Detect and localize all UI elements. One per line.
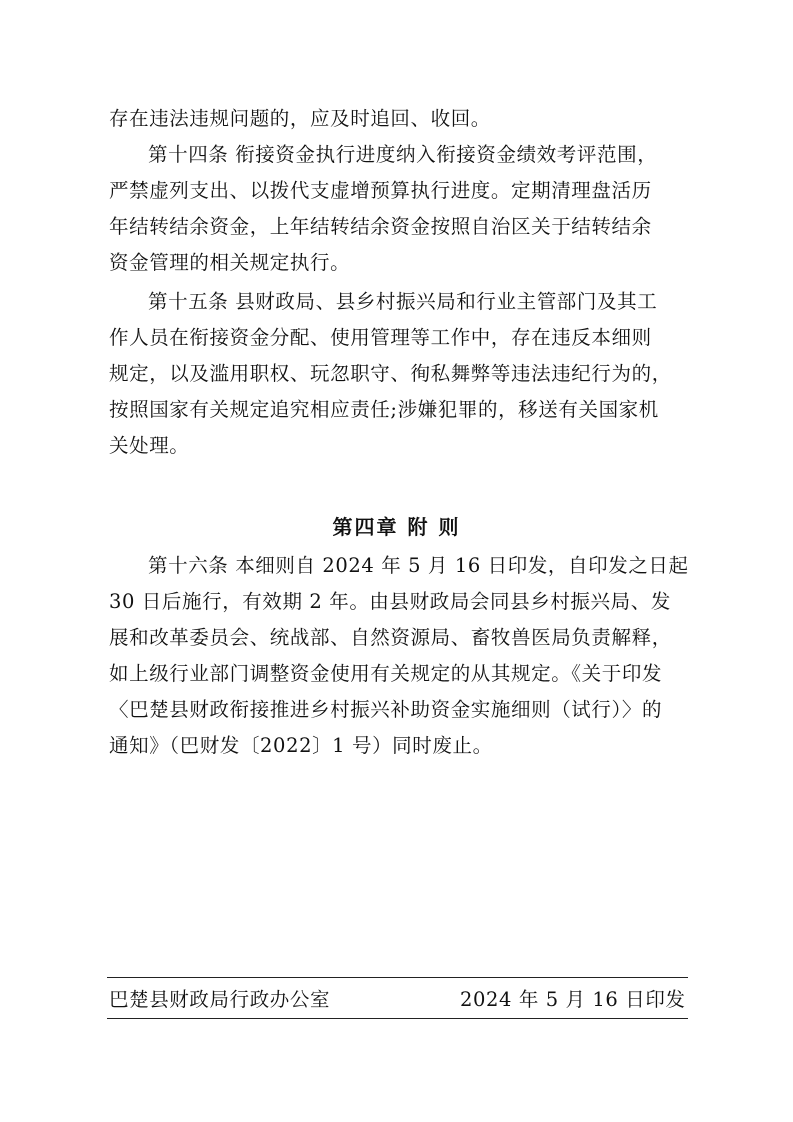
article-14-line: 年结转结余资金，上年结转结余资金按照自治区关于结转结余: [109, 215, 652, 238]
footer-bottom-rule: [107, 1018, 688, 1019]
article-14-line: 资金管理的相关规定执行。: [109, 251, 351, 274]
article-16-line: 〈巴楚县财政衔接推进乡村振兴补助资金实施细则（试行）〉的: [109, 698, 663, 721]
article-16-line: 第十六条 本细则自 2024 年 5 月 16 日印发，自印发之日起: [148, 554, 689, 577]
article-15-line: 关处理。: [109, 434, 190, 457]
footer-date: 2024 年 5 月 16 日印发: [460, 988, 686, 1011]
article-14-line: 严禁虚列支出、以拨代支虚增预算执行进度。定期清理盘活历: [109, 179, 652, 202]
article-15-line: 作人员在衔接资金分配、使用管理等工作中，存在违反本细则: [109, 326, 652, 349]
article-15-line: 第十五条 县财政局、县乡村振兴局和行业主管部门及其工: [148, 290, 658, 313]
article-16-line: 通知》（巴财发〔2022〕1 号）同时废止。: [109, 734, 493, 757]
text-line: 存在违法违规问题的，应及时追回、收回。: [109, 107, 491, 130]
article-15-line: 规定，以及滥用职权、玩忽职守、徇私舞弊等违法违纪行为的，: [109, 362, 672, 385]
article-16-line: 展和改革委员会、统战部、自然资源局、畜牧兽医局负责解释，: [109, 626, 672, 649]
footer-issuer: 巴楚县财政局行政办公室: [109, 988, 331, 1011]
footer-top-rule: [107, 977, 688, 978]
article-15-line: 按照国家有关规定追究相应责任;涉嫌犯罪的，移送有关国家机: [109, 398, 659, 421]
article-14-line: 第十四条 衔接资金执行进度纳入衔接资金绩效考评范围，: [148, 143, 658, 166]
article-16-line: 如上级行业部门调整资金使用有关规定的从其规定。《关于印发: [109, 662, 663, 685]
article-16-line: 30 日后施行，有效期 2 年。由县财政局会同县乡村振兴局、发: [109, 590, 671, 613]
chapter-heading: 第四章 附 则: [332, 515, 461, 539]
